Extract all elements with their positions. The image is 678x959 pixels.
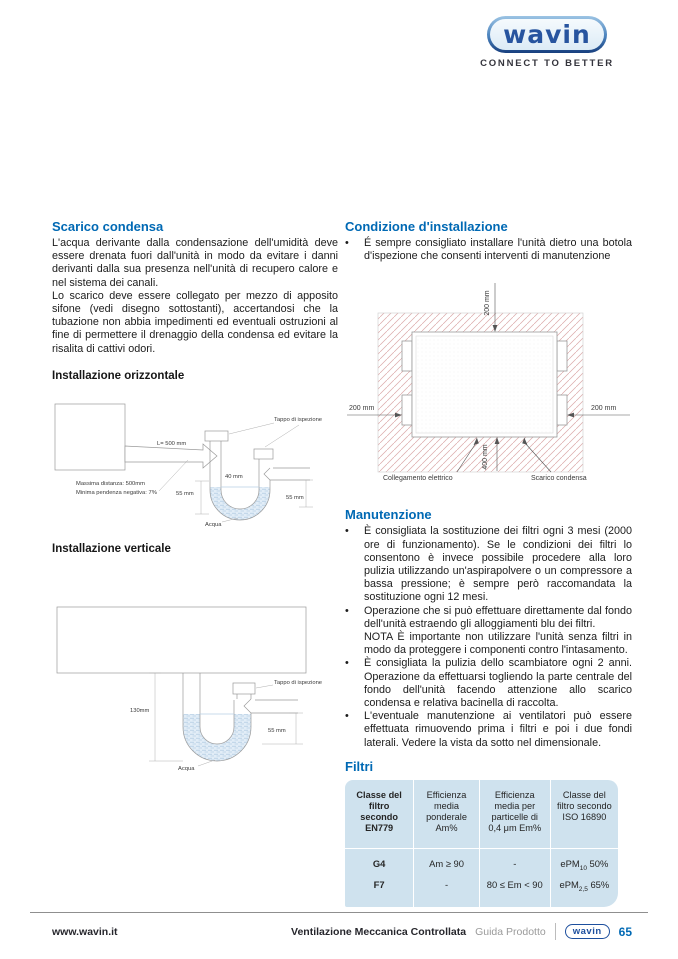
cell-iso: ePM$_{10}$ 50%: [550, 849, 618, 876]
label-lunghezza: L= 500 mm: [157, 440, 187, 447]
table-row-f7: [345, 876, 618, 907]
cell-em: -: [479, 849, 550, 876]
subheading-installazione-orizzontale: Installazione orizzontale: [52, 369, 185, 382]
leader-tappo: [229, 423, 299, 447]
unit-box: [55, 404, 125, 470]
footer-page-number: 65: [618, 924, 632, 939]
label-400mm: 400 mm: [482, 444, 489, 471]
leader-acqua: [198, 760, 215, 766]
label-200mm-right: 200 mm: [591, 405, 617, 413]
bullet-dot: •: [345, 657, 349, 670]
footer-doc-title: Ventilazione Meccanica Controllata: [291, 925, 467, 938]
unit-inner-panel: [416, 336, 553, 433]
footer-divider: [30, 912, 648, 913]
inspection-cap-1: [205, 431, 228, 441]
cell-am: Am ≥ 90: [413, 849, 479, 876]
label-tappo-ispezione: Tappo di ispezione: [274, 416, 323, 423]
subheading-installazione-verticale: Installazione verticale: [52, 542, 171, 555]
unit-box: [57, 607, 306, 673]
footer: [52, 923, 632, 940]
label-55mm-right: 55 mm: [286, 494, 304, 501]
label-130mm: 130mm: [130, 707, 150, 714]
horizontal-installation-diagram: [52, 388, 338, 528]
manutenzione-bullet-2: [345, 605, 632, 658]
flange-right-bottom: [557, 395, 567, 425]
header-classe-en779: Classe del filtro secondo EN779: [345, 780, 413, 849]
table-row-g4: [345, 849, 618, 876]
label-tappo-ispezione: Tappo di ispezione: [274, 679, 323, 686]
bullet-2-text: Operazione che si può effettuare direttamente dal fondo dell'unità estraendo gli alloggiamenti blu dei filtri.: [364, 604, 632, 630]
scarico-paragraph-1: L'acqua derivante dalla condensazione dell'umidità deve essere drenata fuori dall'unità in modo da evitare i danni derivanti dalla sua presenza nell'unità di recupero calore e nel sistema dei canali.: [52, 237, 338, 289]
drain-pipe-arrow: [125, 444, 217, 468]
bullet-dot: •: [345, 710, 349, 723]
section-title-filtri: Filtri: [345, 758, 374, 774]
cell-classe: G4: [372, 857, 386, 869]
brand-tagline: CONNECT TO BETTER: [480, 58, 614, 69]
label-massima-distanza: Massima distanza: 500mm: [76, 480, 145, 487]
bullet-dot: •: [345, 525, 349, 538]
header-logo: [477, 16, 617, 69]
condizione-bullet-text: É sempre consigliato installare l'unità dietro una botola d'ispezione che consenti interventi di manutenzione: [364, 237, 632, 263]
scarico-paragraph-2: Lo scarico deve essere collegato per mezzo di apposito sifone (vedi disegno sottostanti), accertandosi che la tubazione non abbia impedimenti ed eventuali ostruzioni al fine di permettere il drenaggio della condensa ed evitare la risalita di cattivi odori.: [52, 289, 338, 355]
water-fill: [210, 487, 270, 520]
dim-line-55-left: [195, 481, 209, 514]
outlet-pipe: [264, 468, 310, 480]
wavin-logo-text: wavin: [503, 20, 591, 49]
condizione-bullet: [345, 237, 632, 263]
right-column: [345, 219, 632, 907]
cell-classe: F7: [373, 878, 385, 890]
label-200mm-top: 200 mm: [484, 290, 491, 317]
cap-neck: [237, 694, 251, 699]
section-title-manutenzione: Manutenzione: [345, 507, 432, 523]
cell-em: 80 ≤ Em < 90: [479, 876, 550, 907]
bullet-2-note: NOTA È importante non utilizzare l'unità senza filtri in modo da proteggere i componenti contro l'intasamento.: [364, 631, 632, 657]
water-fill: [183, 714, 251, 761]
vertical-installation-diagram: [52, 561, 338, 806]
section-title-condizione: Condizione d'installazione: [345, 219, 508, 234]
footer-wavin-logo: wavin: [565, 924, 610, 939]
installation-clearance-diagram: [345, 275, 632, 493]
label-acqua: Acqua: [178, 765, 195, 772]
label-40mm: 40 mm: [225, 473, 243, 480]
outlet-pipe: [244, 699, 298, 713]
manutenzione-bullet-3: • È consigliata la pulizia dello scambiatore ogni 2 anni. Operazione da effettuarsi togliendo la parte centrale del fondo dell'unità facendo attenzione allo scarico condensa e relativa bacinella di raccolta.: [345, 657, 632, 710]
label-collegamento-elettrico: Collegamento elettrico: [383, 475, 453, 483]
label-pendenza: Minima pendenza negativa: 7%: [76, 489, 157, 496]
header-efficienza-particelle: Efficienza media per particelle di 0,4 μm Em%: [479, 780, 550, 849]
bullet-dot: •: [345, 604, 349, 617]
cell-am: -: [413, 876, 479, 907]
header-efficienza-ponderale: Efficienza media ponderale Am%: [413, 780, 479, 849]
label-200mm-left: 200 mm: [349, 405, 375, 413]
filters-table: [345, 780, 618, 907]
label-55mm: 55 mm: [268, 727, 286, 734]
flange-left-bottom: [402, 395, 412, 425]
footer-doc-subtitle: Guida Prodotto: [475, 925, 546, 938]
leader-massima: [159, 460, 188, 491]
label-scarico-condensa: Scarico condensa: [531, 475, 587, 483]
manutenzione-bullet-4: • L'eventuale manutenzione ai ventilatori può essere effettuata rimuovendo prima i filtri e poi i due fondi laterali. Vedere la vista da sotto nel dimensionale.: [345, 710, 632, 749]
inspection-cap-2: [254, 449, 273, 459]
flange-right-top: [557, 341, 567, 371]
filters-table-header-row: [345, 780, 618, 849]
left-column: [52, 219, 338, 806]
dim-line-130: [149, 673, 183, 761]
cell-iso: ePM$_{2,5}$ 65%: [550, 876, 618, 907]
inspection-cap: [233, 683, 255, 694]
flange-left-top: [402, 341, 412, 371]
siphon-inner: [200, 673, 234, 744]
footer-vertical-divider: [555, 923, 556, 940]
section-title-scarico-condensa: Scarico condensa: [52, 219, 164, 234]
label-55mm-left: 55 mm: [176, 490, 194, 497]
bullet-dot: •: [345, 237, 349, 249]
label-acqua: Acqua: [205, 521, 222, 528]
leader-tappo: [256, 685, 273, 688]
footer-website-url: www.wavin.it: [52, 925, 118, 938]
dim-line-55-right: [299, 480, 313, 507]
wavin-logo: [487, 16, 607, 53]
header-classe-iso: Classe del filtro secondo ISO 16890: [550, 780, 618, 849]
manutenzione-bullet-1: • È consigliata la sostituzione dei filtri ogni 3 mesi (2000 ore di funzionamento). Se le condizioni dei filtri lo consentono è invece possibile procedere alla loro pulizia utilizzando un'aspirapolvere o un compressore a bassa pressione; è sempre però raccomandata la sostituzione ogni 12 mesi.: [345, 525, 632, 604]
